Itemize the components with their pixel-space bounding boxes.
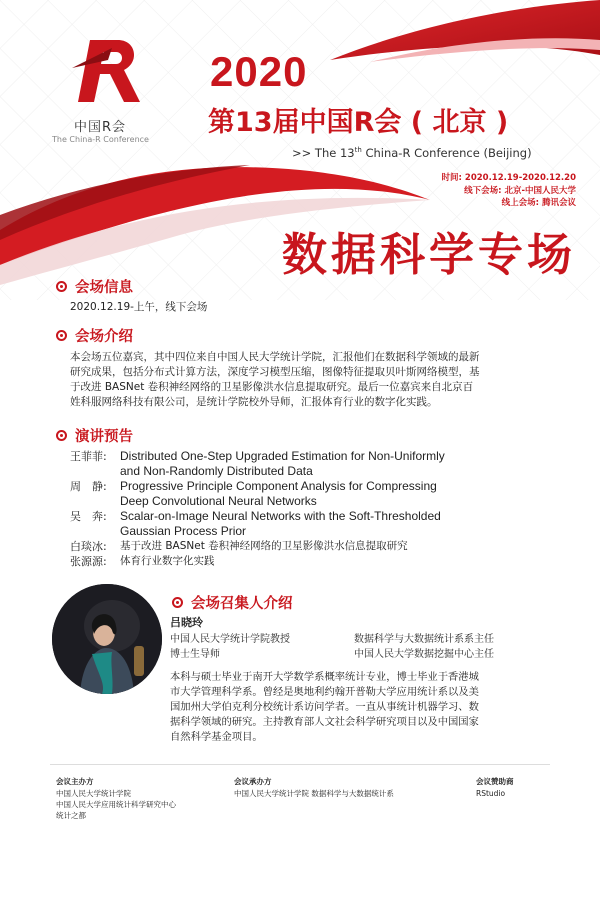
conference-title: 第13届中国R会 ( 北京 ) bbox=[208, 107, 509, 138]
logo-english-name: The China-R Conference bbox=[52, 135, 149, 144]
talk-item: 白琰冰: 基于改进 BASNet 卷积神经网络的卫星影像洪水信息提取研究 bbox=[70, 540, 408, 553]
talk-item: 王菲菲: Distributed One-Step Upgraded Estimation for Non-Uniformly and Non-Randomly Distributed Data bbox=[70, 449, 445, 478]
venue-text: 2020.12.19-上午，线下会场 bbox=[70, 301, 208, 313]
event-online-venue: 线上会场: 腾讯会议 bbox=[501, 198, 576, 208]
section-bullet-icon bbox=[56, 281, 67, 292]
host-bio: 本科与硕士毕业于南开大学数学系概率统计专业，博士毕业于香港城 市大学管理科学系。曾经是奥地利约翰开普勒大学应用统计系以及美 国加州大学伯克利分校统计系访问学者。一直从事统计机器学习、数 据科学领域的研究。主持教育部人文社会科学研究项目以及中国国家 自然科学基金项目。 bbox=[170, 671, 479, 743]
event-time: 时间: 2020.12.19-2020.12.20 bbox=[441, 173, 576, 183]
host-name: 吕晓玲 bbox=[170, 616, 203, 629]
conference-logo bbox=[52, 30, 160, 144]
talk-item: 周 静: Progressive Principle Component Analysis for Compressing Deep Convolutional Neural Networks bbox=[70, 479, 437, 508]
footer-hosts: 会议承办方 中国人民大学统计学院 数据科学与大数据统计系 bbox=[234, 777, 394, 798]
talk-item: 张源源: 体育行业数字化实践 bbox=[70, 555, 215, 568]
conference-year: 2020 bbox=[210, 48, 308, 95]
conference-english-title: >> The 13th China-R Conference (Beijing) bbox=[292, 146, 532, 160]
intro-text: 本会场五位嘉宾，其中四位来自中国人民大学统计学院，汇报他们在数据科学领域的最新 研究成果，包括分布式计算方法，深度学习模型压缩，图像特征提取贝叶斯网络模型，基 于改进 BASNet 卷积神经网络的卫星影像洪水信息提取研究。最后一位嘉宾来自北京百 姓科服网络科技有限公司，是统计学院校外导师，汇报体育行业的数字化实践。 bbox=[70, 351, 480, 408]
host-heading: 会场召集人介绍 bbox=[172, 592, 293, 613]
host-photo bbox=[52, 584, 162, 694]
venue-heading: 会场信息 bbox=[56, 276, 133, 297]
host-titles: 中国人民大学统计学院教授 数据科学与大数据统计系系主任 博士生导师 中国人民大学数据挖掘中心主任 bbox=[170, 634, 494, 660]
china-r-logo-icon bbox=[68, 30, 148, 110]
talk-item: 吴 奔: Scalar-on-Image Neural Networks with the Soft-Thresholded Gaussian Process Prior bbox=[70, 509, 441, 538]
intro-heading: 会场介绍 bbox=[56, 325, 133, 346]
talk-list bbox=[70, 449, 540, 569]
logo-chinese-name: 中国R会 bbox=[74, 120, 127, 135]
session-topic-title: 数据科学专场 bbox=[281, 228, 576, 281]
footer-organizers: 会议主办方 中国人民大学统计学院 中国人民大学应用统计科学研究中心 统计之都 bbox=[56, 777, 176, 820]
host-portrait-icon bbox=[52, 584, 162, 694]
section-bullet-icon bbox=[56, 330, 67, 341]
footer-divider bbox=[50, 764, 550, 765]
section-bullet-icon bbox=[56, 430, 67, 441]
section-bullet-icon bbox=[172, 597, 183, 608]
event-offline-venue: 线下会场: 北京-中国人民大学 bbox=[464, 185, 576, 196]
event-info bbox=[442, 172, 576, 210]
talks-heading: 演讲预告 bbox=[56, 425, 133, 446]
footer-sponsors: 会议赞助商 RStudio bbox=[476, 777, 514, 798]
